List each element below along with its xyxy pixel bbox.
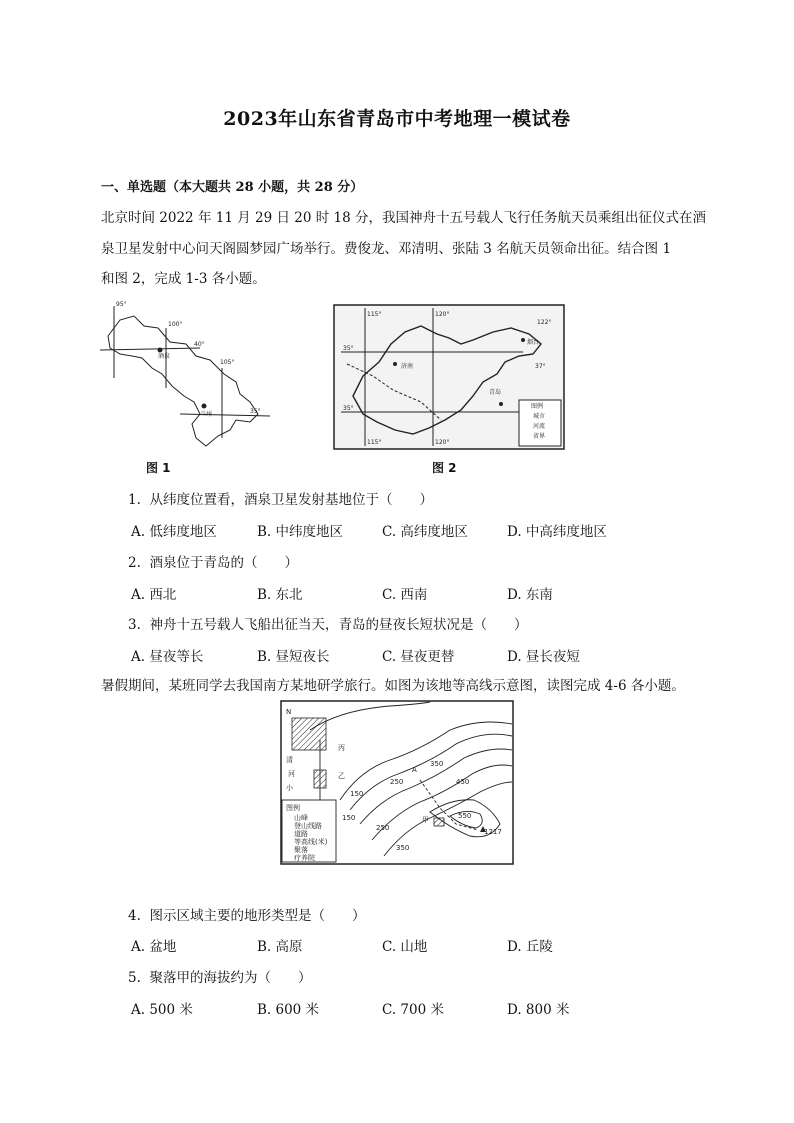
question-4: 4. 图示区域主要的地形类型是（ ） xyxy=(128,908,366,924)
svg-text:丙: 丙 xyxy=(338,744,345,752)
svg-text:1217: 1217 xyxy=(484,828,502,836)
svg-text:登山线路: 登山线路 xyxy=(294,822,322,830)
option-d[interactable]: D. 800 米 xyxy=(507,1002,570,1018)
svg-text:甲: 甲 xyxy=(422,816,429,824)
svg-text:115°: 115° xyxy=(367,311,382,318)
svg-text:350: 350 xyxy=(430,760,444,768)
svg-text:250: 250 xyxy=(376,824,390,832)
svg-text:250: 250 xyxy=(390,778,404,786)
svg-text:122°: 122° xyxy=(537,319,552,326)
svg-text:山峰: 山峰 xyxy=(294,814,308,822)
svg-text:图例: 图例 xyxy=(531,403,544,410)
question-1: 1. 从纬度位置看，酒泉卫星发射基地位于（ ） xyxy=(128,492,433,508)
svg-text:A: A xyxy=(412,766,417,774)
question-2-options xyxy=(131,583,651,603)
svg-text:450: 450 xyxy=(456,778,470,786)
intro-line-2: 泉卫星发射中心问天阁圆梦园广场举行。费俊龙、邓清明、张陆 3 名航天员领命出征。结合图 1 xyxy=(101,241,672,257)
section-heading: 一、单选题（本大题共 28 小题，共 28 分） xyxy=(101,180,364,195)
figure-3-contour-map xyxy=(280,700,514,865)
svg-text:清: 清 xyxy=(286,756,293,764)
svg-text:N: N xyxy=(286,708,292,716)
option-b[interactable]: B. 东北 xyxy=(257,587,303,603)
svg-text:济南: 济南 xyxy=(401,363,414,370)
question-3-options xyxy=(131,645,651,665)
intro-line-1: 北京时间 2022 年 11 月 29 日 20 时 18 分，我国神舟十五号载人飞行任务航天员乘组出征仪式在酒 xyxy=(101,210,706,226)
intro-2: 暑假期间，某班同学去我国南方某地研学旅行。如图为该地等高线示意图，读图完成 4-6 各小题。 xyxy=(101,678,685,694)
option-b[interactable]: B. 中纬度地区 xyxy=(257,524,344,540)
svg-text:城市: 城市 xyxy=(533,413,546,420)
option-a[interactable]: A. 500 米 xyxy=(131,1002,193,1018)
svg-text:疗养院: 疗养院 xyxy=(294,854,315,862)
figure-1-caption: 图 1 xyxy=(146,461,171,475)
figure-2-map xyxy=(333,304,565,450)
option-a[interactable]: A. 低纬度地区 xyxy=(131,524,217,540)
svg-text:95°: 95° xyxy=(116,301,127,308)
svg-text:105°: 105° xyxy=(220,359,235,366)
svg-text:150: 150 xyxy=(342,814,356,822)
question-1-options xyxy=(131,520,651,540)
svg-text:115°: 115° xyxy=(367,439,382,446)
figure-2-caption: 图 2 xyxy=(432,461,457,475)
svg-text:35°: 35° xyxy=(250,408,261,415)
svg-text:烟台: 烟台 xyxy=(527,339,540,346)
svg-text:35°: 35° xyxy=(343,405,354,412)
svg-text:550: 550 xyxy=(458,812,472,820)
svg-text:小: 小 xyxy=(286,784,293,792)
question-2: 2. 酒泉位于青岛的（ ） xyxy=(128,555,298,571)
svg-text:37°: 37° xyxy=(535,363,546,370)
svg-text:酒泉: 酒泉 xyxy=(158,353,171,360)
svg-text:40°: 40° xyxy=(194,341,205,348)
option-d[interactable]: D. 东南 xyxy=(507,587,553,603)
page-title: 2023年山东省青岛市中考地理一模试卷 xyxy=(223,108,571,130)
option-b[interactable]: B. 昼短夜长 xyxy=(257,649,330,665)
option-d[interactable]: D. 丘陵 xyxy=(507,939,553,955)
svg-text:青岛: 青岛 xyxy=(489,389,502,396)
svg-text:350: 350 xyxy=(396,844,410,852)
question-3: 3. 神舟十五号载人飞船出征当天，青岛的昼夜长短状况是（ ） xyxy=(128,617,528,633)
svg-text:图例: 图例 xyxy=(286,804,300,812)
svg-text:河: 河 xyxy=(288,770,295,778)
svg-text:聚落: 聚落 xyxy=(294,846,308,854)
svg-text:150: 150 xyxy=(350,790,364,798)
question-4-options xyxy=(131,935,651,955)
option-d[interactable]: D. 中高纬度地区 xyxy=(507,524,607,540)
question-5: 5. 聚落甲的海拔约为（ ） xyxy=(128,970,312,986)
option-d[interactable]: D. 昼长夜短 xyxy=(507,649,580,665)
option-b[interactable]: B. 600 米 xyxy=(257,1002,320,1018)
svg-text:道路: 道路 xyxy=(294,830,308,838)
option-b[interactable]: B. 高原 xyxy=(257,939,303,955)
option-a[interactable]: A. 昼夜等长 xyxy=(131,649,204,665)
svg-text:35°: 35° xyxy=(343,345,354,352)
figure-1-map xyxy=(100,298,280,453)
svg-text:100°: 100° xyxy=(168,321,183,328)
svg-text:120°: 120° xyxy=(435,439,450,446)
option-c[interactable]: C. 西南 xyxy=(382,587,428,603)
intro-line-3: 和图 2，完成 1-3 各小题。 xyxy=(101,271,266,287)
svg-text:省界: 省界 xyxy=(533,433,546,440)
option-a[interactable]: A. 西北 xyxy=(131,587,177,603)
svg-text:河流: 河流 xyxy=(533,423,546,430)
svg-text:120°: 120° xyxy=(435,311,450,318)
svg-text:乙: 乙 xyxy=(338,772,345,780)
question-5-options xyxy=(131,998,651,1018)
svg-text:等高线(米): 等高线(米) xyxy=(294,838,328,846)
option-a[interactable]: A. 盆地 xyxy=(131,939,177,955)
option-c[interactable]: C. 700 米 xyxy=(382,1002,444,1018)
option-c[interactable]: C. 高纬度地区 xyxy=(382,524,468,540)
option-c[interactable]: C. 昼夜更替 xyxy=(382,649,455,665)
option-c[interactable]: C. 山地 xyxy=(382,939,428,955)
svg-text:兰州: 兰州 xyxy=(200,411,213,418)
